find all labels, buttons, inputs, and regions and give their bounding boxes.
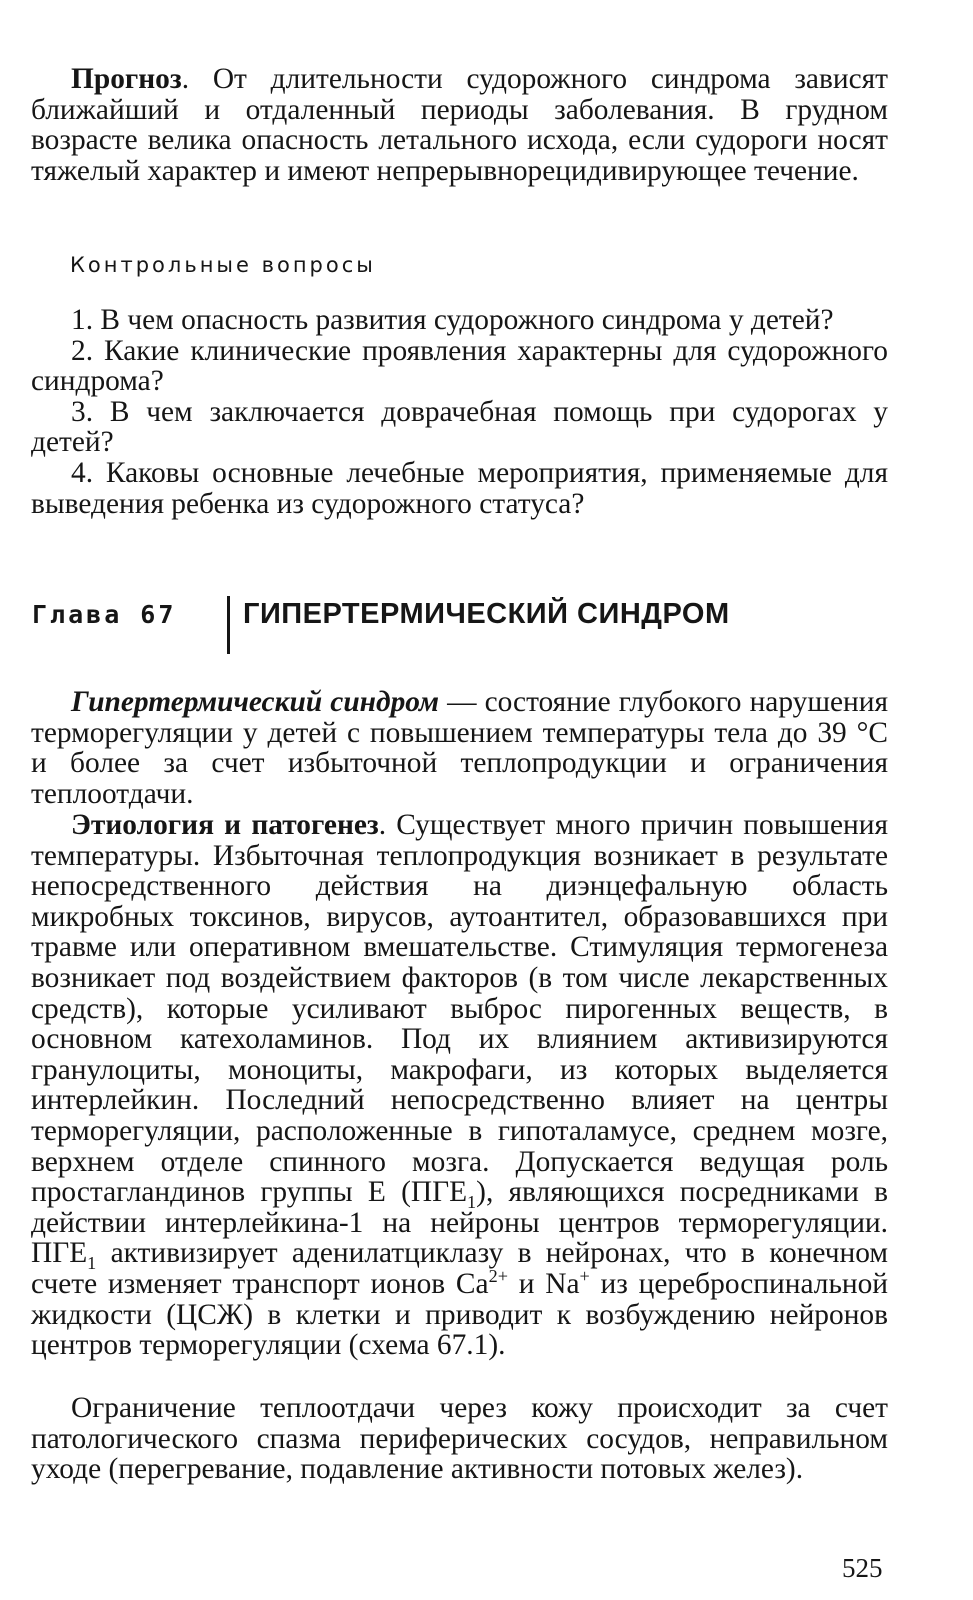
etiology-text-2: ), являющихся посредниками в действии интерлейкина-1 на нейроны центров терморегуляции. ПГЕ — [31, 1176, 888, 1270]
definition-term: Гипертермический синдром — [71, 686, 439, 718]
etiology-text-3: активизирует аденилатциклазу в нейронах, что в конечном счете изменяет транспорт ионов Са — [31, 1237, 888, 1300]
prognosis-paragraph — [31, 64, 888, 186]
question-text: Каковы основные лечебные мероприятия, применяемые для выведения ребенка из судорожного статуса? — [31, 456, 888, 520]
list-item — [31, 458, 888, 519]
subscript: 1 — [467, 1192, 477, 1212]
etiology-text-4: и Na — [507, 1267, 580, 1300]
superscript: 2+ — [488, 1266, 508, 1287]
definition-paragraph — [31, 687, 888, 809]
question-text: В чем заключается доврачебная помощь при судорогах у детей? — [31, 395, 888, 459]
question-text: В чем опасность развития судорожного синдрома у детей? — [100, 304, 834, 336]
chapter-title: ГИПЕРТЕРМИЧЕСКИЙ СИНДРОМ — [243, 598, 730, 630]
subscript: 1 — [87, 1253, 97, 1274]
heat-loss-paragraph: Ограничение теплоотдачи через кожу происходит за счет патологического спазма периферических сосудов, неправильном уходе (перегревание, подавление активности потовых желез). — [31, 1392, 888, 1486]
questions-heading: Контрольные вопросы — [70, 253, 376, 277]
etiology-paragraph — [31, 810, 888, 1361]
question-number: 4. — [71, 456, 94, 489]
etiology-text-5: из цереброспинальной жидкости (ЦСЖ) в клетки и приводит к возбуждению нейронов центров терморегуляции (схема 67.1). — [31, 1267, 889, 1362]
questions-list — [31, 305, 888, 519]
list-item — [31, 336, 888, 397]
definition-text: — состояние глубокого нарушения терморегуляции у детей с повышением температуры тела до 39 °С и более за счет избыточной теплопродукции и ограничения теплоотдачи. — [31, 686, 888, 810]
list-item — [31, 305, 888, 336]
etiology-text-1: . Существует много причин повышения температуры. Избыточная теплопродукция возникает в результате непосредственного действия на диэнцефальную область микробных токсинов, вирусов, аутоантител, образовавшихся при травме или оперативном вмешательстве. Стимуляция термогенеза возникает под воздействием факторов (в том числе лекарственных средств), которые усиливают выброс пирогенных веществ, в основном катехоламинов. Под их влиянием активизируются гранулоциты, моноциты, макрофаги, из которых выделяется интерлейкин. Последний непосредственно влияет на центры терморегуляции, расположенные в гипоталамусе, среднем мозге, верхнем отделе спинного мозга. Допускается ведущая роль простагландинов группы Е (ПГЕ — [31, 809, 889, 1209]
question-text: Какие клинические проявления характерны для судорожного синдрома? — [31, 334, 888, 398]
question-number: 2. — [71, 334, 94, 367]
page-number: 525 — [842, 1553, 883, 1583]
question-number: 1. — [71, 304, 94, 336]
etiology-lead: Этиология и патогенез — [71, 809, 379, 841]
prognosis-text: . От длительности судорожного синдрома зависят ближайший и отдаленный периоды заболевания. В грудном возрасте велика опасность летального исхода, если судороги носят тяжелый характер и имеют непрерывнорецидивирующее течение. — [31, 63, 888, 187]
superscript: + — [579, 1266, 590, 1287]
chapter-label: Глава 67 — [32, 600, 177, 629]
chapter-divider — [227, 596, 230, 654]
prognosis-lead: Прогноз — [71, 63, 182, 95]
list-item — [31, 397, 888, 458]
question-number: 3. — [71, 395, 94, 428]
